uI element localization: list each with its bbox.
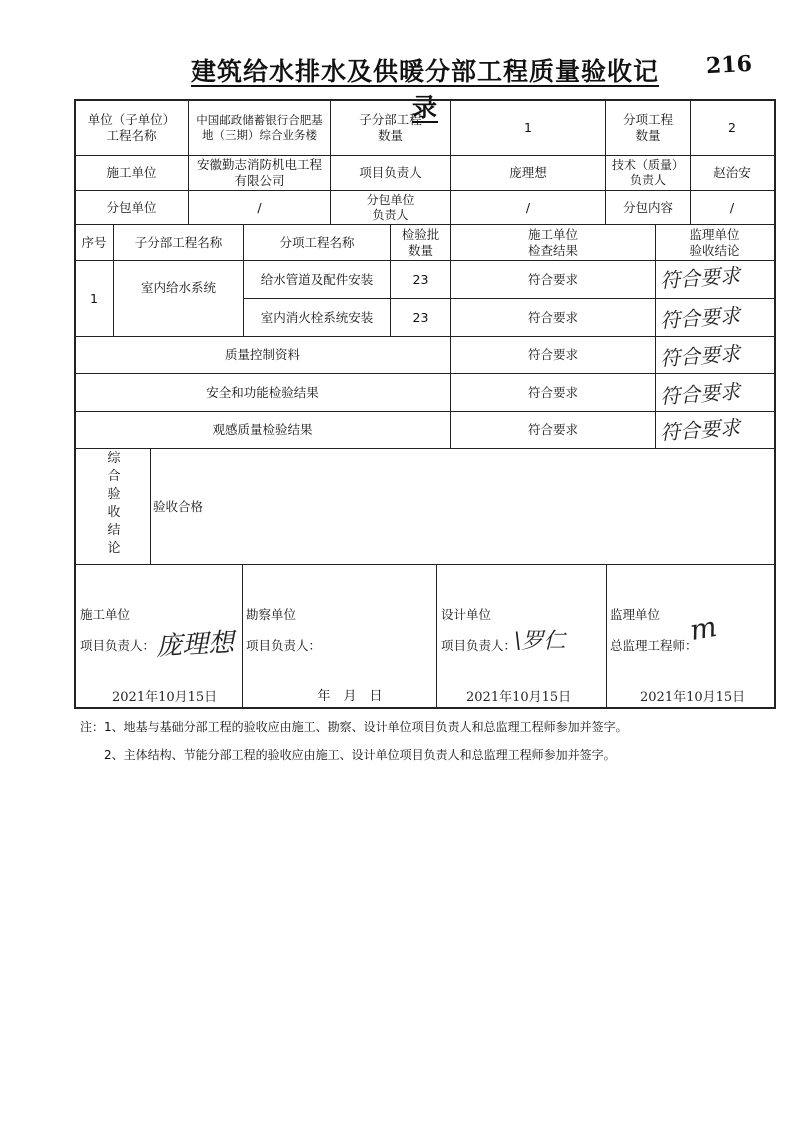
col-no: 序号 bbox=[81, 234, 107, 250]
row-2-result: 符合要求 bbox=[527, 309, 578, 325]
summary-3-result: 符合要求 bbox=[527, 422, 578, 438]
col-sub-item-name: 分项工程名称 bbox=[279, 234, 355, 250]
unit-project-label: 单位（子单位） 工程名称 bbox=[87, 111, 176, 143]
row-1-count: 23 bbox=[412, 271, 429, 287]
subcontract-leader-label: 分包单位 负责人 bbox=[366, 192, 415, 222]
sign-1-date: 2021年10月15日 bbox=[112, 690, 218, 705]
summary-3-signature: 符合要求 bbox=[659, 415, 741, 445]
project-leader-value: 庞理想 bbox=[509, 165, 547, 181]
sub-item-count-label: 分项工程 数量 bbox=[622, 111, 673, 143]
sign-3-date: 2021年10月15日 bbox=[466, 690, 572, 705]
subcontract-content-value: / bbox=[729, 199, 735, 215]
sign-3-signature: \罗仁 bbox=[514, 629, 566, 654]
summary-1-result: 符合要求 bbox=[527, 347, 578, 363]
row-2-item: 室内消火栓系统安装 bbox=[260, 309, 374, 325]
construction-unit-value: 安徽勤志消防机电工程 有限公司 bbox=[196, 157, 322, 188]
sub-division-count-label: 子分部工程 数量 bbox=[359, 111, 422, 143]
sign-3-unit: 设计单位 bbox=[441, 607, 492, 623]
col-supervision-conclusion: 监理单位 验收结论 bbox=[689, 226, 740, 258]
sub-division-count-value: 1 bbox=[524, 119, 532, 135]
sub-item-count-value: 2 bbox=[728, 119, 736, 135]
tech-leader-value: 赵治安 bbox=[713, 165, 751, 181]
summary-2-label: 安全和功能检验结果 bbox=[206, 384, 319, 400]
page-title: 建筑给水排水及供暖分部工程质量验收记录 bbox=[190, 57, 659, 122]
sign-4-signature: m bbox=[687, 609, 720, 648]
col-batch-count: 检验批 数量 bbox=[401, 226, 440, 258]
row-1-signature: 符合要求 bbox=[659, 263, 741, 293]
note-1: 注：1、地基与基础分部工程的验收应由施工、勘察、设计单位项目负责人和总监理工程师参加并签字。 bbox=[80, 720, 628, 734]
tech-leader-label: 技术（质量） 负责人 bbox=[611, 158, 684, 187]
sign-4-date: 2021年10月15日 bbox=[640, 690, 746, 705]
project-leader-label: 项目负责人 bbox=[359, 165, 422, 181]
row-2-count: 23 bbox=[412, 309, 429, 325]
sign-2-date: 年 月 日 bbox=[317, 688, 383, 704]
summary-1-label: 质量控制资料 bbox=[224, 347, 300, 363]
row-1-sub-division: 室内给水系统 bbox=[140, 279, 216, 295]
subcontract-content-label: 分包内容 bbox=[622, 199, 673, 215]
subcontract-leader-value: / bbox=[525, 199, 531, 215]
col-sub-division-name: 子分部工程名称 bbox=[134, 234, 223, 250]
sign-2-leader-label: 项目负责人： bbox=[246, 638, 322, 654]
page-number: 216 bbox=[705, 50, 753, 80]
subcontract-unit-label: 分包单位 bbox=[106, 199, 157, 215]
summary-2-result: 符合要求 bbox=[527, 384, 578, 400]
row-1-item: 给水管道及配件安装 bbox=[260, 271, 374, 287]
summary-3-label: 观感质量检验结果 bbox=[212, 422, 313, 438]
sign-1-signature: 庞理想 bbox=[155, 627, 235, 663]
sign-4-unit: 监理单位 bbox=[610, 607, 661, 623]
construction-unit-label: 施工单位 bbox=[106, 165, 157, 181]
conclusion-label: 综 合 验 收 结 论 bbox=[107, 451, 121, 556]
conclusion-value: 验收合格 bbox=[153, 499, 204, 515]
col-construction-result: 施工单位 检查结果 bbox=[527, 226, 578, 258]
sign-4-leader-label: 总监理工程师： bbox=[610, 638, 698, 654]
sign-1-unit: 施工单位 bbox=[80, 607, 131, 623]
row-1-result: 符合要求 bbox=[527, 271, 578, 287]
sign-1-leader-label: 项目负责人： bbox=[80, 638, 156, 654]
note-2: 2、主体结构、节能分部工程的验收应由施工、设计单位项目负责人和总监理工程师参加并签字。 bbox=[104, 748, 616, 762]
summary-1-signature: 符合要求 bbox=[659, 341, 741, 371]
sign-2-unit: 勘察单位 bbox=[246, 607, 297, 623]
row-2-signature: 符合要求 bbox=[659, 303, 741, 333]
row-1-no: 1 bbox=[90, 290, 98, 306]
sign-3-leader-label: 项目负责人： bbox=[441, 638, 517, 654]
unit-project-value: 中国邮政储蓄银行合肥基 地（三期）综合业务楼 bbox=[196, 113, 323, 142]
subcontract-unit-value: / bbox=[257, 199, 262, 215]
summary-2-signature: 符合要求 bbox=[659, 379, 741, 409]
